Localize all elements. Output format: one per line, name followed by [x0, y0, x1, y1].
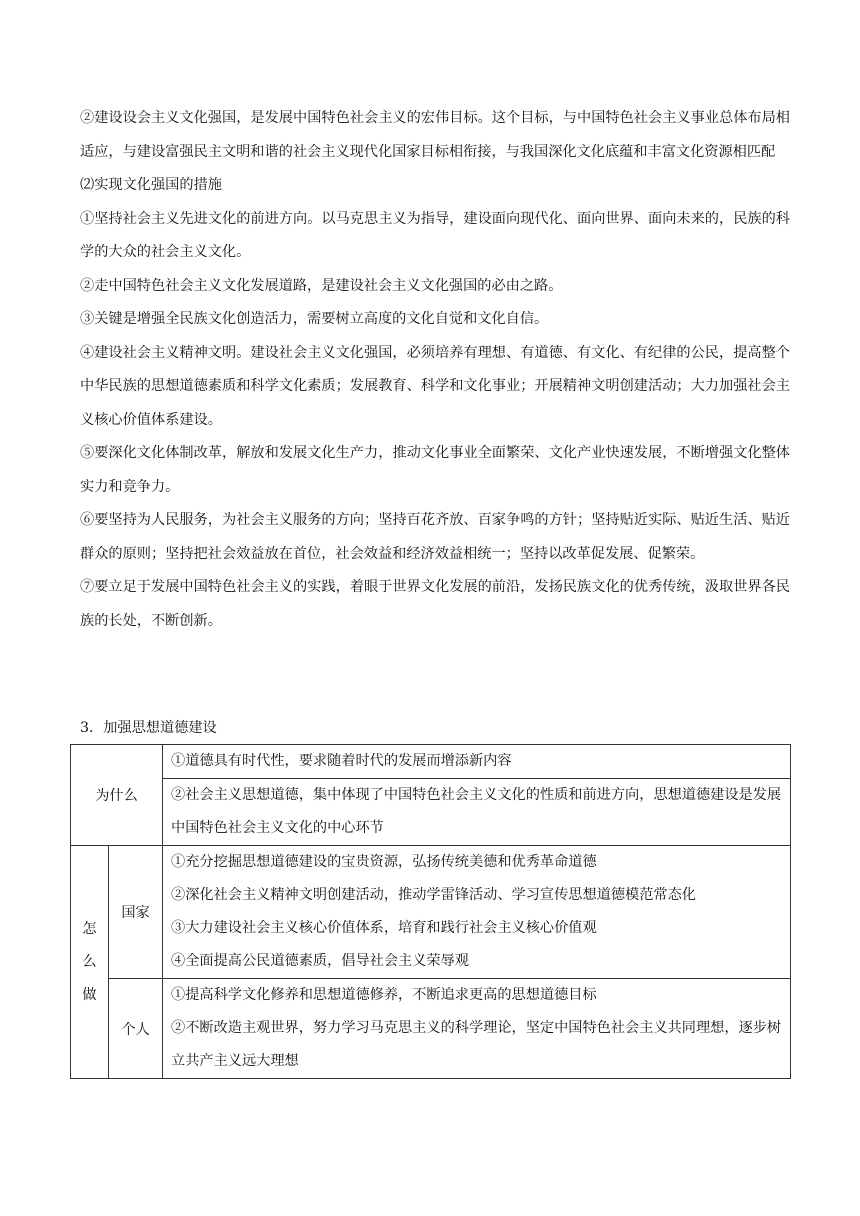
how-label-char: 怎 [82, 920, 97, 937]
section-heading: 3．加强思想道德建设 [80, 720, 217, 736]
paragraph-measures-heading: ⑵实现文化强国的措施 [80, 177, 222, 193]
individual-item: ②不断改造主观世界，努力学习马克思主义的科学理论，坚定中国特色社会主义共同理想，逐步树立共产主义远大理想 [171, 1020, 782, 1069]
state-label-cell: 国家 [109, 846, 163, 979]
table-row [71, 745, 791, 779]
how-label-cell [71, 846, 109, 1079]
paragraph-goal: ②建设设会主义文化强国，是发展中国特色社会主义的宏伟目标。这个目标，与中国特色社会主义事业总体布局相适应，与建设富强民主文明和谐的社会主义现代化国家目标相衔接，与我国深化文化底蕴和丰富文化资源相匹配 [80, 110, 790, 160]
table-row [71, 846, 791, 979]
paragraph-measure-5: ⑤要深化文化体制改革，解放和发展文化生产力，推动文化事业全面繁荣、文化产业快速发展，不断增强文化整体实力和竞争力。 [80, 445, 790, 495]
state-item: ①充分挖掘思想道德建设的宝贵资源，弘扬传统美德和优秀革命道德 [171, 854, 597, 870]
state-item: ④全面提高公民道德素质，倡导社会主义荣辱观 [171, 953, 469, 969]
individual-items-cell [163, 979, 791, 1079]
table-row [71, 779, 791, 846]
paragraph-measure-6: ⑥要坚持为人民服务，为社会主义服务的方向；坚持百花齐放、百家争鸣的方针；坚持贴近实际、贴近生活、贴近群众的原则；坚持把社会效益放在首位，社会效益和经济效益相统一；坚持以改革促发展、促繁荣。 [80, 512, 790, 562]
why-row-2: ②社会主义思想道德，集中体现了中国特色社会主义文化的性质和前进方向，思想道德建设是发展中国特色社会主义文化的中心环节 [163, 779, 791, 846]
table-row [71, 979, 791, 1079]
state-items-cell [163, 846, 791, 979]
paragraph-measure-2: ②走中国特色社会主义文化发展道路，是建设社会主义文化强国的必由之路。 [80, 277, 563, 294]
why-label-cell: 为什么 [71, 745, 163, 846]
paragraph-measure-1: ①坚持社会主义先进文化的前进方向。以马克思主义为指导，建设面向现代化、面向世界、面向未来的，民族的科学的大众的社会主义文化。 [80, 210, 790, 260]
body-text [80, 102, 790, 638]
how-label-char: 做 [82, 986, 97, 1003]
state-item: ②深化社会主义精神文明创建活动，推动学雷锋活动、学习宣传思想道德模范常态化 [171, 887, 696, 903]
state-item: ③大力建设社会主义核心价值体系，培育和践行社会主义核心价值观 [171, 920, 597, 936]
moral-construction-table [70, 744, 791, 1079]
how-label-char: 么 [82, 953, 97, 970]
paragraph-measure-3: ③关键是增强全民族文化创造活力，需要树立高度的文化自觉和文化自信。 [80, 311, 549, 327]
individual-label-cell: 个人 [109, 979, 163, 1079]
individual-item: ①提高科学文化修养和思想道德修养，不断追求更高的思想道德目标 [171, 987, 597, 1003]
why-row-1: ①道德具有时代性，要求随着时代的发展而增添新内容 [163, 745, 791, 779]
paragraph-measure-4: ④建设社会主义精神文明。建设社会主义文化强国，必须培养有理想、有道德、有文化、有纪律的公民，提高整个中华民族的思想道德素质和科学文化素质；发展教育、科学和文化事业；开展精神文明创建活动；大力加强社会主义核心价值体系建设。 [80, 344, 790, 428]
paragraph-measure-7: ⑦要立足于发展中国特色社会主义的实践，着眼于世界文化发展的前沿，发扬民族文化的优秀传统，汲取世界各民族的长处，不断创新。 [80, 579, 790, 629]
